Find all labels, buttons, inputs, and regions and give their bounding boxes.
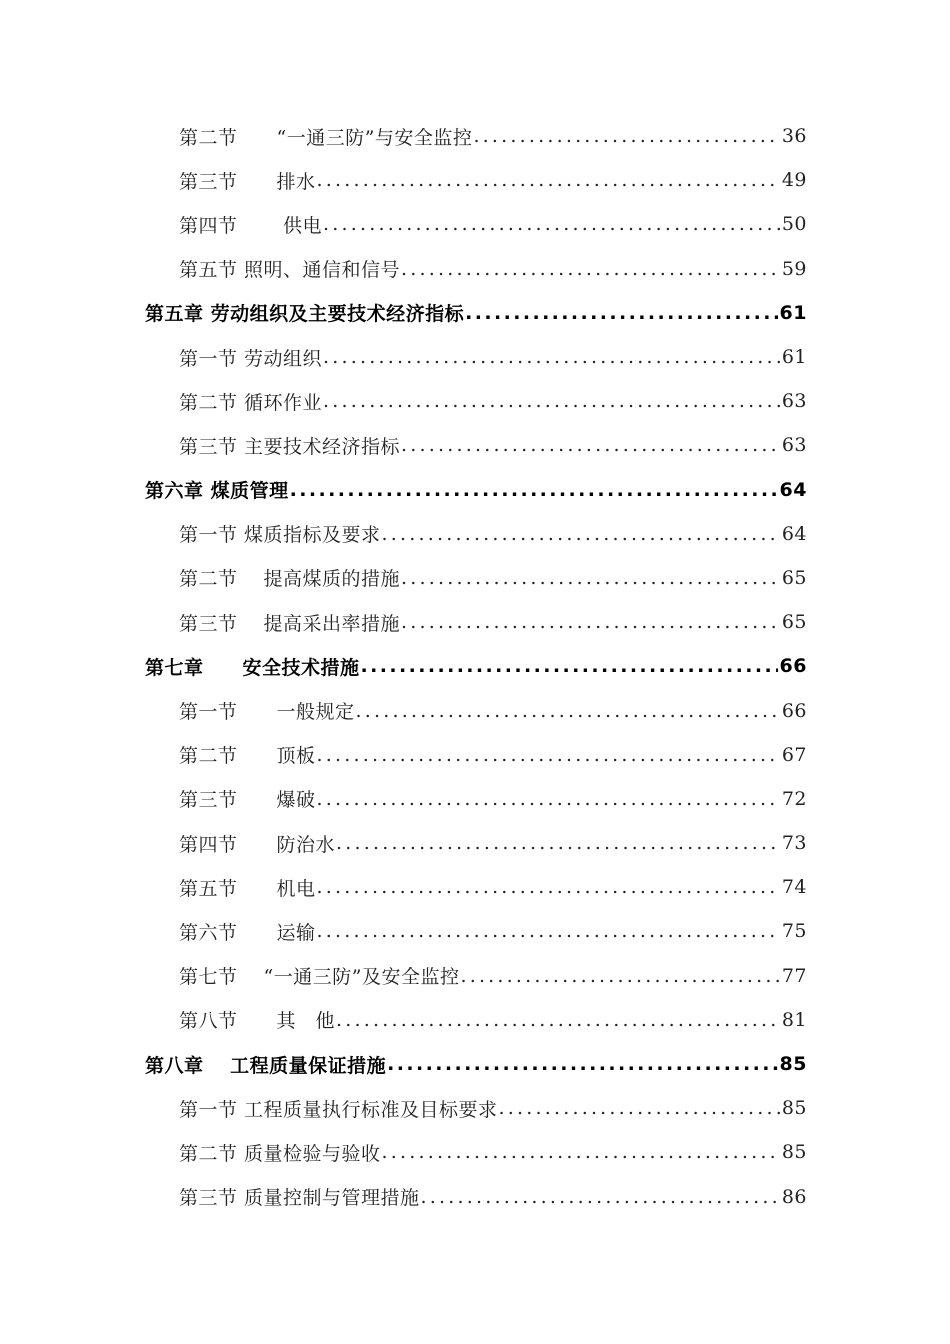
toc-entry[interactable] — [145, 954, 807, 998]
toc-entry-title: 第三节 主要技术经济指标 — [179, 435, 401, 458]
dot-leader — [400, 611, 780, 633]
toc-entry-page-number: 85 — [781, 1097, 807, 1120]
toc-entry[interactable] — [145, 909, 807, 953]
toc-entry[interactable] — [145, 512, 807, 556]
toc-entry-page-number: 85 — [779, 1053, 807, 1076]
toc-entry-title: 第三节 质量控制与管理措施 — [179, 1187, 420, 1210]
toc-entry[interactable] — [145, 114, 807, 158]
toc-entry-page-number: 72 — [781, 787, 807, 810]
dot-leader — [322, 346, 780, 368]
dot-leader — [355, 700, 780, 722]
dot-leader — [400, 258, 780, 280]
toc-entry-page-number: 85 — [781, 1141, 807, 1164]
toc-entry-page-number: 50 — [781, 213, 807, 236]
toc-entry-title: 第二节 循环作业 — [179, 391, 323, 414]
toc-entry-page-number: 36 — [781, 125, 807, 148]
toc-entry[interactable] — [145, 865, 807, 909]
dot-leader — [400, 567, 780, 589]
toc-entry-title: 第一节 劳动组织 — [179, 347, 323, 370]
toc-chapter-entry[interactable] — [145, 644, 807, 688]
dot-leader — [400, 434, 780, 456]
toc-entry-page-number: 49 — [781, 169, 807, 192]
dot-leader — [316, 788, 780, 810]
toc-entry-page-number: 86 — [781, 1185, 807, 1208]
dot-leader — [420, 1186, 780, 1208]
toc-chapter-title: 第五章 劳动组织及主要技术经济指标 — [145, 303, 465, 326]
toc-entry-title: 第七节 “一通三防”及安全监控 — [179, 966, 460, 989]
toc-entry[interactable] — [145, 202, 807, 246]
toc-entry-page-number: 64 — [781, 522, 807, 545]
toc-entry-page-number: 65 — [781, 566, 807, 589]
toc-entry-page-number: 64 — [779, 478, 807, 501]
toc-entry-title: 第一节 工程质量执行标准及目标要求 — [179, 1098, 498, 1121]
dot-leader — [472, 125, 779, 147]
table-of-contents — [145, 114, 807, 1219]
toc-entry[interactable] — [145, 688, 807, 732]
toc-entry-page-number: 63 — [781, 434, 807, 457]
dot-leader — [316, 876, 780, 898]
dot-leader — [381, 523, 780, 545]
toc-entry[interactable] — [145, 247, 807, 291]
dot-leader — [289, 479, 778, 501]
dot-leader — [316, 169, 780, 191]
toc-entry[interactable] — [145, 379, 807, 423]
dot-leader — [335, 832, 780, 854]
toc-entry[interactable] — [145, 158, 807, 202]
dot-leader — [381, 1141, 780, 1163]
toc-entry-page-number: 59 — [781, 257, 807, 280]
toc-entry-page-number: 67 — [781, 743, 807, 766]
dot-leader — [386, 1053, 777, 1075]
dot-leader — [335, 1009, 780, 1031]
toc-entry[interactable] — [145, 600, 807, 644]
dot-leader — [322, 390, 780, 412]
toc-entry[interactable] — [145, 777, 807, 821]
toc-entry[interactable] — [145, 733, 807, 777]
toc-entry-page-number: 61 — [779, 301, 807, 324]
toc-entry-page-number: 66 — [781, 699, 807, 722]
dot-leader — [316, 744, 780, 766]
toc-chapter-title: 第六章 煤质管理 — [145, 480, 289, 503]
toc-entry-title: 第二节 质量检验与验收 — [179, 1142, 381, 1165]
toc-entry-page-number: 81 — [781, 1008, 807, 1031]
toc-entry-title: 第一节 煤质指标及要求 — [179, 524, 381, 547]
toc-entry[interactable] — [145, 556, 807, 600]
toc-entry-page-number: 66 — [779, 655, 807, 678]
toc-entry[interactable] — [145, 1130, 807, 1174]
toc-entry-title: 第三节 爆破 — [179, 789, 316, 812]
toc-entry-page-number: 77 — [781, 964, 807, 987]
toc-entry[interactable] — [145, 335, 807, 379]
toc-entry-title: 第四节 防治水 — [179, 833, 336, 856]
toc-entry-title: 第二节 “一通三防”与安全监控 — [179, 126, 473, 149]
toc-entry[interactable] — [145, 998, 807, 1042]
toc-entry-page-number: 74 — [781, 876, 807, 899]
dot-leader — [464, 302, 777, 324]
toc-entry-title: 第三节 提高采出率措施 — [179, 612, 401, 635]
toc-entry-title: 第二节 提高煤质的措施 — [179, 568, 401, 591]
toc-entry-page-number: 65 — [781, 611, 807, 634]
toc-entry-page-number: 73 — [781, 832, 807, 855]
dot-leader — [498, 1097, 780, 1119]
toc-entry-title: 第三节 排水 — [179, 170, 316, 193]
toc-chapter-entry[interactable] — [145, 291, 807, 335]
toc-entry-title: 第二节 顶板 — [179, 745, 316, 768]
toc-chapter-entry[interactable] — [145, 468, 807, 512]
toc-chapter-title: 第七章 安全技术措施 — [145, 656, 360, 679]
toc-chapter-entry[interactable] — [145, 1042, 807, 1086]
toc-entry[interactable] — [145, 423, 807, 467]
dot-leader — [360, 655, 778, 677]
toc-entry-title: 第五节 机电 — [179, 877, 316, 900]
toc-entry-title: 第五节 照明、通信和信号 — [179, 259, 401, 282]
toc-entry[interactable] — [145, 821, 807, 865]
toc-entry-title: 第四节 供电 — [179, 214, 323, 237]
toc-entry-title: 第一节 一般规定 — [179, 701, 355, 724]
toc-entry-title: 第八节 其 他 — [179, 1010, 336, 1033]
toc-entry-page-number: 75 — [781, 920, 807, 943]
toc-entry[interactable] — [145, 1086, 807, 1130]
toc-entry-page-number: 63 — [781, 390, 807, 413]
toc-entry[interactable] — [145, 1175, 807, 1219]
dot-leader — [316, 920, 780, 942]
dot-leader — [322, 213, 780, 235]
toc-chapter-title: 第八章 工程质量保证措施 — [145, 1054, 387, 1077]
toc-entry-page-number: 61 — [781, 346, 807, 369]
toc-entry-title: 第六节 运输 — [179, 921, 316, 944]
dot-leader — [459, 965, 779, 987]
